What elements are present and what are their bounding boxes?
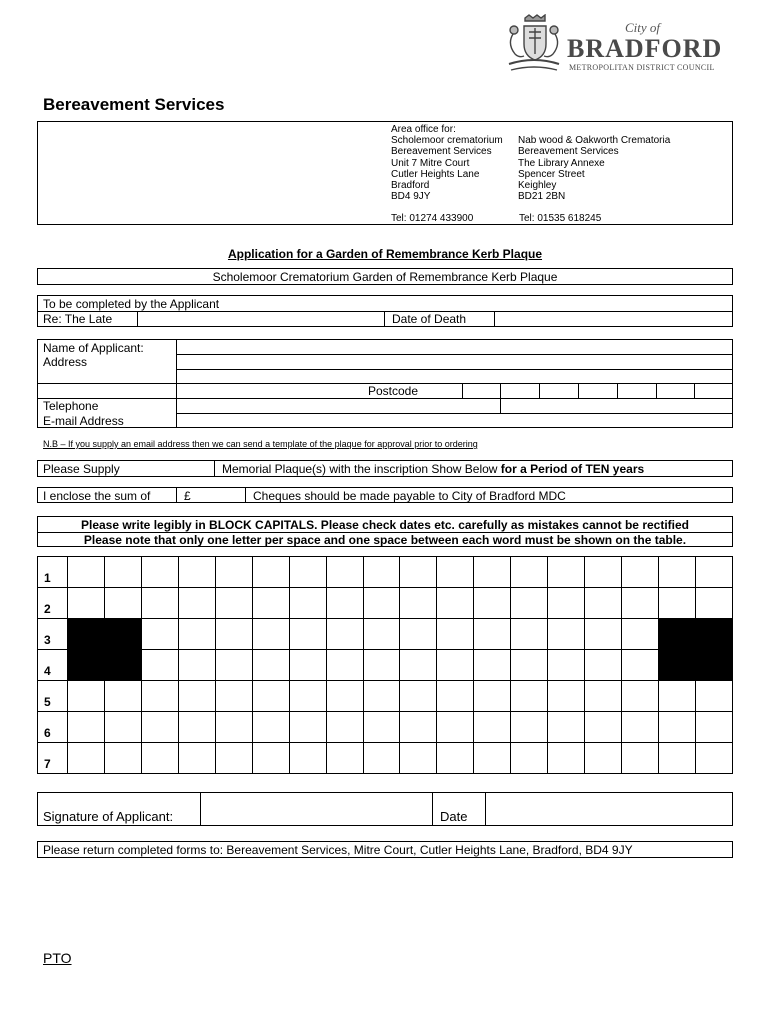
date-of-death-field[interactable] [495, 312, 732, 327]
right-office-address [518, 135, 670, 203]
letter-cell[interactable] [437, 712, 474, 743]
letter-cell[interactable] [622, 619, 659, 650]
letter-cell[interactable] [622, 557, 659, 588]
blocked-cell [104, 650, 141, 681]
office-address-box [37, 121, 733, 225]
letter-cell[interactable] [252, 557, 289, 588]
letter-cell[interactable] [548, 681, 585, 712]
letter-cell[interactable] [585, 712, 622, 743]
signature-row [37, 792, 733, 826]
blocked-cell [695, 650, 732, 681]
email-note: N.B – If you supply an email address then we can send a template of the plaque for approval prior to ordering [43, 439, 478, 449]
divider [578, 383, 579, 398]
blocked-cell [104, 619, 141, 650]
address-line: Nab wood & Oakworth Crematoria [518, 135, 671, 146]
letter-cell[interactable] [289, 743, 326, 774]
letter-cell[interactable] [511, 619, 548, 650]
instructions-line-1: Please write legibly in BLOCK CAPITALS. Please check dates etc. carefully as mistakes cannot be rectified [80, 518, 689, 532]
grid-row-number: 7 [38, 743, 68, 774]
signature-date-field[interactable] [486, 793, 732, 825]
letter-cell[interactable] [326, 650, 363, 681]
address-label: Address [43, 355, 88, 369]
applicant-name-field[interactable] [177, 340, 732, 354]
letter-cell[interactable] [178, 619, 215, 650]
garden-name-banner [37, 268, 733, 285]
letter-cell[interactable] [141, 650, 178, 681]
divider [432, 793, 433, 825]
letter-cell[interactable] [437, 588, 474, 619]
letter-cell[interactable] [215, 743, 252, 774]
address-line: The Library Annexe [518, 157, 605, 169]
letter-cell[interactable] [363, 712, 400, 743]
coat-of-arms-icon [505, 14, 563, 76]
grid-row [38, 588, 733, 619]
please-supply-label: Please Supply [43, 462, 120, 476]
letter-cell[interactable] [548, 650, 585, 681]
payment-row [37, 487, 733, 503]
address-line-2-field[interactable] [177, 370, 732, 383]
divider [176, 488, 177, 502]
address-line-1-field[interactable] [177, 355, 732, 369]
letter-cell[interactable] [104, 588, 141, 619]
amount-field[interactable] [194, 488, 245, 502]
address-line: Keighley [518, 180, 557, 192]
letter-cell[interactable] [548, 557, 585, 588]
letter-cell[interactable] [400, 681, 437, 712]
letter-cell[interactable] [585, 743, 622, 774]
letter-cell[interactable] [215, 557, 252, 588]
address-line: Unit 7 Mitre Court [391, 157, 470, 169]
letter-cell[interactable] [215, 588, 252, 619]
blocked-cell [659, 619, 696, 650]
pto-label: PTO [43, 950, 72, 966]
letter-cell[interactable] [400, 743, 437, 774]
letter-cell[interactable] [104, 681, 141, 712]
blocked-cell [68, 619, 105, 650]
left-office-telephone: Tel: 01274 433900 [391, 213, 474, 224]
letter-cell[interactable] [659, 712, 696, 743]
signature-label: Signature of Applicant: [43, 809, 174, 824]
letter-cell[interactable] [474, 619, 511, 650]
address-line: Bradford [391, 180, 430, 192]
letter-cell[interactable] [289, 650, 326, 681]
address-line: Cutler Heights Lane [391, 168, 480, 180]
address-line-3-field[interactable] [177, 384, 462, 398]
instructions-box [37, 516, 733, 547]
letter-cell[interactable] [252, 712, 289, 743]
letter-cell[interactable] [695, 557, 732, 588]
letter-cell[interactable] [585, 588, 622, 619]
supply-period: for a Period of TEN years [500, 462, 645, 476]
letter-cell[interactable] [68, 712, 105, 743]
grid-row [38, 557, 733, 588]
divider [214, 461, 215, 476]
grid-row [38, 650, 733, 681]
letter-cell[interactable] [104, 557, 141, 588]
letter-cell[interactable] [326, 712, 363, 743]
letter-cell[interactable] [141, 712, 178, 743]
letter-cell[interactable] [178, 588, 215, 619]
letter-cell[interactable] [585, 557, 622, 588]
letter-cell[interactable] [659, 557, 696, 588]
inscription-table [37, 556, 733, 774]
letter-cell[interactable] [437, 650, 474, 681]
grid-row [38, 619, 733, 650]
logo-city-of: City of [625, 20, 661, 35]
letter-cell[interactable] [252, 650, 289, 681]
deceased-details-box [37, 295, 733, 327]
letter-cell[interactable] [289, 712, 326, 743]
grid-row [38, 712, 733, 743]
letter-cell[interactable] [585, 681, 622, 712]
divider [617, 383, 618, 398]
telephone-alt-field[interactable] [501, 399, 732, 413]
grid-row [38, 743, 733, 774]
letter-cell[interactable] [363, 619, 400, 650]
letter-cell[interactable] [363, 743, 400, 774]
area-office-label: Area office for: [391, 124, 456, 135]
cheques-payable-text: Cheques should be made payable to City of Bradford MDC [253, 489, 566, 503]
divider [539, 383, 540, 398]
letter-cell[interactable] [289, 588, 326, 619]
letter-cell[interactable] [437, 681, 474, 712]
address-line: Scholemoor crematorium [391, 135, 503, 146]
letter-cell[interactable] [585, 650, 622, 681]
garden-name: Scholemoor Crematorium Garden of Remembrance Kerb Plaque [212, 270, 558, 284]
letter-cell[interactable] [622, 588, 659, 619]
letter-cell[interactable] [289, 619, 326, 650]
letter-cell[interactable] [141, 681, 178, 712]
letter-cell[interactable] [68, 557, 105, 588]
letter-cell[interactable] [659, 743, 696, 774]
grid-row-number: 5 [38, 681, 68, 712]
letter-cell[interactable] [252, 681, 289, 712]
letter-cell[interactable] [215, 681, 252, 712]
letter-cell[interactable] [659, 588, 696, 619]
letter-cell[interactable] [326, 557, 363, 588]
supply-row [37, 460, 733, 477]
letter-cell[interactable] [474, 743, 511, 774]
postcode-field[interactable] [463, 384, 732, 398]
grid-row-number: 3 [38, 619, 68, 650]
logo-council-name: METROPOLITAN DISTRICT COUNCIL [569, 63, 715, 72]
blocked-cell [695, 619, 732, 650]
left-office-address [391, 135, 503, 203]
letter-cell[interactable] [622, 712, 659, 743]
letter-cell[interactable] [178, 557, 215, 588]
address-line: Bereavement Services [391, 146, 492, 158]
blocked-cell [68, 650, 105, 681]
telephone-label: Telephone [43, 399, 99, 413]
letter-cell[interactable] [511, 743, 548, 774]
divider [245, 488, 246, 502]
page-heading: Bereavement Services [43, 95, 225, 114]
letter-cell[interactable] [363, 650, 400, 681]
letter-cell[interactable] [104, 712, 141, 743]
telephone-field[interactable] [177, 399, 499, 413]
letter-cell[interactable] [659, 681, 696, 712]
letter-cell[interactable] [289, 557, 326, 588]
letter-cell[interactable] [400, 588, 437, 619]
letter-cell[interactable] [622, 650, 659, 681]
logo-bradford: BRADFORD [567, 34, 723, 63]
re-the-late-label: Re: The Late [43, 312, 113, 326]
letter-cell[interactable] [622, 681, 659, 712]
letter-cell[interactable] [511, 681, 548, 712]
applicant-section-header: To be completed by the Applicant [43, 297, 220, 311]
letter-cell[interactable] [511, 712, 548, 743]
letter-cell[interactable] [326, 588, 363, 619]
grid-row-number: 1 [38, 557, 68, 588]
date-of-death-label: Date of Death [392, 312, 467, 326]
letter-cell[interactable] [363, 681, 400, 712]
letter-cell[interactable] [252, 588, 289, 619]
letter-cell[interactable] [511, 557, 548, 588]
letter-cell[interactable] [548, 712, 585, 743]
letter-cell[interactable] [363, 557, 400, 588]
postcode-label: Postcode [368, 384, 419, 398]
letter-cell[interactable] [326, 619, 363, 650]
address-line: BD21 2BN [518, 191, 566, 203]
grid-row-number: 2 [38, 588, 68, 619]
form-title: Application for a Garden of Remembrance Kerb Plaque [227, 247, 543, 261]
letter-cell[interactable] [141, 743, 178, 774]
letter-cell[interactable] [141, 557, 178, 588]
letter-cell[interactable] [215, 619, 252, 650]
grid-row [38, 681, 733, 712]
return-address: Please return completed forms to: Bereavement Services, Mitre Court, Cutler Heights Lane, Bradford, BD4 9JY [43, 843, 633, 857]
email-label: E-mail Address [43, 414, 124, 428]
supply-description [222, 462, 644, 476]
letter-cell[interactable] [104, 743, 141, 774]
letter-cell[interactable] [585, 619, 622, 650]
letter-cell[interactable] [622, 743, 659, 774]
letter-cell[interactable] [178, 681, 215, 712]
return-address-row [37, 841, 733, 858]
letter-cell[interactable] [695, 712, 732, 743]
divider [656, 383, 657, 398]
letter-cell[interactable] [474, 557, 511, 588]
letter-cell[interactable] [68, 681, 105, 712]
letter-cell[interactable] [363, 588, 400, 619]
letter-cell[interactable] [511, 588, 548, 619]
letter-cell[interactable] [400, 557, 437, 588]
deceased-name-field[interactable] [138, 312, 383, 327]
letter-cell[interactable] [400, 650, 437, 681]
letter-cell[interactable] [548, 743, 585, 774]
letter-cell[interactable] [511, 650, 548, 681]
letter-cell[interactable] [215, 650, 252, 681]
letter-cell[interactable] [68, 743, 105, 774]
letter-cell[interactable] [548, 619, 585, 650]
letter-cell[interactable] [474, 588, 511, 619]
letter-cell[interactable] [326, 681, 363, 712]
divider [694, 383, 695, 398]
letter-cell[interactable] [474, 650, 511, 681]
letter-cell[interactable] [695, 588, 732, 619]
letter-cell[interactable] [548, 588, 585, 619]
grid-row-number: 6 [38, 712, 68, 743]
supply-text: Memorial Plaque(s) with the inscription Show Below [222, 462, 501, 476]
letter-cell[interactable] [178, 712, 215, 743]
letter-cell[interactable] [437, 743, 474, 774]
letter-cell[interactable] [437, 619, 474, 650]
address-line: Bereavement Services [518, 146, 619, 158]
letter-cell[interactable] [141, 588, 178, 619]
letter-cell[interactable] [474, 712, 511, 743]
letter-cell[interactable] [68, 588, 105, 619]
letter-cell[interactable] [474, 681, 511, 712]
address-line: Spencer Street [518, 168, 585, 180]
letter-cell[interactable] [178, 650, 215, 681]
right-office-telephone: Tel: 01535 618245 [519, 213, 602, 224]
letter-cell[interactable] [326, 743, 363, 774]
letter-cell[interactable] [695, 681, 732, 712]
grid-row-number: 4 [38, 650, 68, 681]
signature-field[interactable] [201, 793, 432, 825]
letter-cell[interactable] [252, 743, 289, 774]
letter-cell[interactable] [252, 619, 289, 650]
letter-cell[interactable] [215, 712, 252, 743]
instructions-line-2: Please note that only one letter per space and one space between each word must be shown on the table. [83, 533, 687, 547]
letter-cell[interactable] [437, 557, 474, 588]
pound-sign: £ [184, 489, 191, 503]
applicant-details-box [37, 339, 733, 428]
council-logo [505, 14, 730, 80]
email-field[interactable] [177, 414, 732, 428]
letter-cell[interactable] [695, 743, 732, 774]
divider [384, 311, 385, 327]
address-line: BD4 9JY [391, 191, 431, 203]
letter-cell[interactable] [400, 619, 437, 650]
letter-cell[interactable] [289, 681, 326, 712]
letter-cell[interactable] [141, 619, 178, 650]
applicant-name-label: Name of Applicant: [43, 341, 144, 355]
date-label: Date [440, 809, 468, 824]
blocked-cell [659, 650, 696, 681]
letter-cell[interactable] [400, 712, 437, 743]
enclose-sum-label: I enclose the sum of [43, 489, 151, 503]
letter-cell[interactable] [178, 743, 215, 774]
inscription-grid [37, 556, 733, 774]
